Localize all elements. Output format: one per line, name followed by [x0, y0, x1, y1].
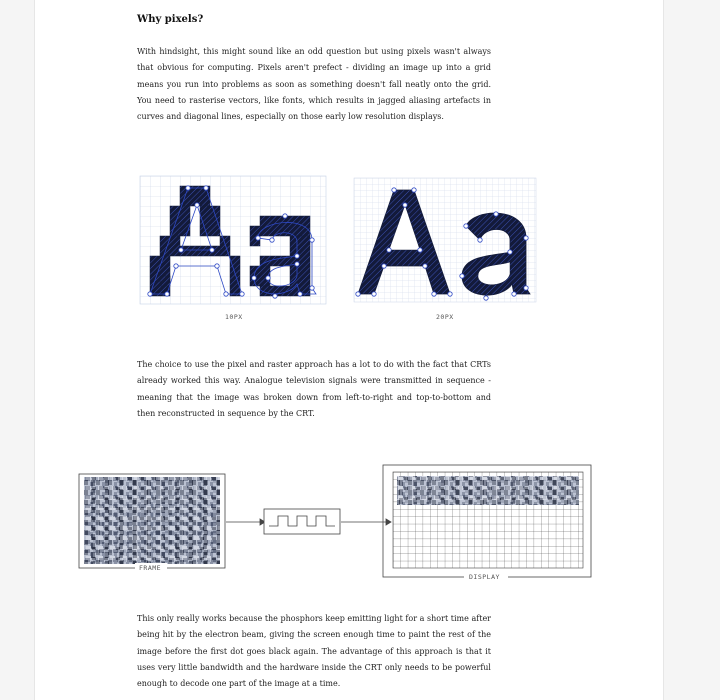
caption-frame: FRAME [139, 564, 162, 572]
caption-display: DISPLAY [469, 573, 500, 581]
caption-20px: 20PX [436, 313, 454, 321]
paragraph-1: With hindsight, this might sound like an odd question but using pixels wasn't always that obvious for computing. Pixels aren't prefect - dividing an image up into a grid means you run into problems as soon as something doesn't fall neatly onto the grid. You need to rasterise vectors, like fonts, which results in jagged aliasing artefacts in curves and diagonal lines, especially on those early low resolution displays. [137, 47, 491, 122]
paragraph-3: This only really works because the phosphors keep emitting light for a short time after being hit by the electron beam, giving the screen enough time to paint the rest of the image before the first dot goes black again. The advantage of this approach is that it uses very little bandwidth and the hardware inside the CRT only needs to be powerful enough to decode one part of the image at a time. [137, 614, 491, 689]
display-panel [383, 465, 591, 580]
frame-panel [79, 474, 225, 571]
section-heading: Why pixels? [137, 14, 204, 25]
arrow-2 [341, 519, 391, 525]
paragraph-2: The choice to use the pixel and raster approach has a lot to do with the fact that CRTs already worked this way. Analogue television signals were transmitted in sequence - meaning that the image was broken down from left-to-right and top-to-bottom and then reconstructed in sequence by the CRT. [137, 360, 491, 418]
caption-10px: 10PX [225, 313, 243, 321]
signal-box [264, 509, 340, 534]
arrow-1 [226, 519, 265, 525]
